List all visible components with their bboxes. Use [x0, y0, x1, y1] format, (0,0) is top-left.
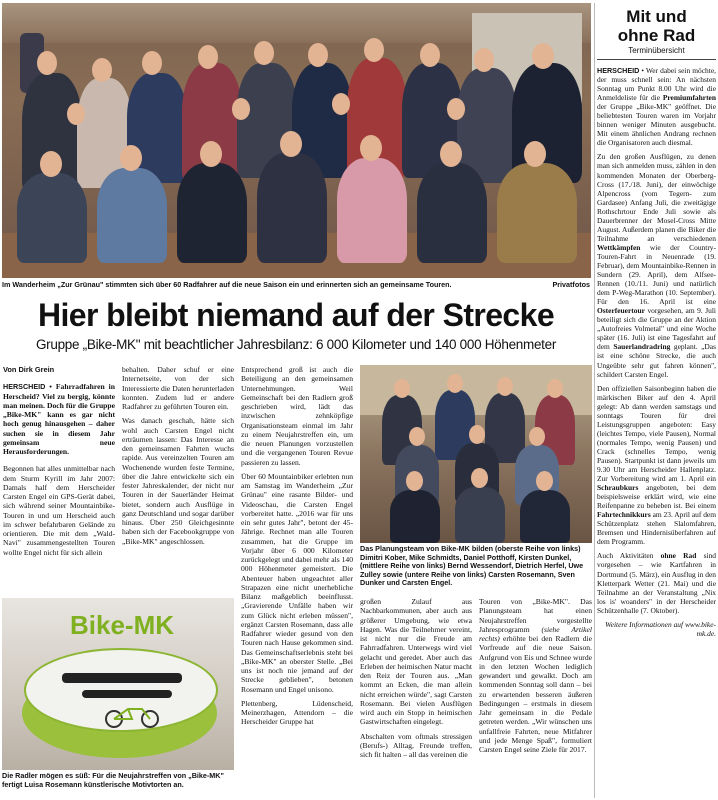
group-photo: [2, 3, 591, 278]
team-photo: [360, 365, 592, 543]
subheadline: Gruppe „Bike-MK" mit beachtlicher Jahresbilanz: 6 000 Kilometer und 140 000 Höhenmeter: [35, 337, 557, 352]
sidebar: [597, 3, 716, 800]
sidebar-body: HERSCHEID • Wer dabei sein möchte, der muss schnell sein: An nächsten Sonntag um Punkt 8.00 Uhr wird die Anmeldeliste für die Premiumfahrten der Gruppe „Bike-MK" geöffnet. Die beliebtesten Touren waren im Vorjahr binnen weniger Minuten ausgebucht. Mit einem ähnlichen Andrang rechnen die Organisatoren auch diesmal. Zu den großen Ausflügen, zu denen man sich anmelden muss, zählen in den kommenden Monaten der Oberberg-Cross (17./18. Juni), der einwöchige Alpencross (vom Tegern- zum Gardasee) Anfang Juli, die zweitägige Rothschrtour Ende Juli sowie als Dauerbrenner der Mosel-Cross Mitte August. Außerdem planen die Biker die Teilnahme an verschiedenen Wettkämpfen wie der Country-Touren-Fahrt in Neuenrade (19. Februar), dem Mountainbike-Rennen in Sundern (29. April), dem Alfsee-Rennen (10./11. Juni) und natürlich dem P-Weg-Marathon (10. September). Für den 16. April ist eine Osterfeuertour vorgesehen, am 9. Juli beteiligt sich die Gruppe an der Aktion „Autofreies Volmetal" und eine Woche später (16. Juli) ist eine Tagesfahrt auf dem Sauerlandradring geplant. „Das ist eine schöne Strecke, die auch Ungeübte sehr gut fahren können", schildert Carsten Engel. Den offiziellen Saisonbeginn haben die märkischen Biker auf den 4. April gelegt: Ab dann werden samstags und sonntags Touren für drei Leistungsgruppen angeboten: Easy (leichtes Tempo, viele Pausen), Normal (normales Tempo, wenig Pausen) und Crack (schnelles Tempo, wenig Pausen). Startpunkt ist dann jeweils um 9.30 Uhr am Herscheider Hallenplatz. Zur Vorbereitung wird am 1. April ein Schraubkurs angeboten, bei dem beispielsweise erklärt wird, wie eine Reifenpanne zu beheben ist. Bei einem Fahrtechnikkurs am 23. April auf dem Schützenplatz stehen Slalomfahren, Bremsen und Hindernisüberfahren auf dem Programm. Auch Aktivitäten ohne Rad sind vorgesehen – wie Kartfahren in Dortmund (5. März), ein Ausflug in den Kletterpark Wetter (21. Mai) und die Teilnahme an der Veranstaltung „Nix los is' woanders" in der Herscheider Schützenhalle (7. Oktober). Weitere Informationen auf www.bike-mk.de.: [597, 66, 717, 638]
article-col-2: behalten. Daher schuf er eine Internetseite, von der sich Interessierte die Daten herunterladen konnten. Zudem lud er andere Radfahrer zu geführten Touren ein. Was danach geschah, hätte sich wohl auch Carsten Engel nicht erträumen lassen: Das Interesse an den gemeinsamen Fahrten wuchs rapide. Aus vereinzelten Touren am Wochenende wurden feste Termine, über die Jahre entwickelte sich ein fester Jahreskalender, der nicht nur Touren in der Sauerländer Heimat bietet, sondern auch Ausflüge in ganz Deutschland und sogar darüber hinaus. Über 250 Gleichgesinnte haben sich der Facebookgruppe von „Bike-MK" angeschlossen.: [122, 365, 234, 546]
article-col-5: Touren von „Bike-MK". Das Planungsteam hat einen Neujahrstreffen vorgestellte Jahresprogramm (siehe Artikel rechts) erhöhte bei den Radlern die Vorfreude auf die neue Saison. Aufgrund von Eis und Schnee wurde in den letzten Wochen lediglich gewandert und gewalkt. Doch am kommenden Sonntag soll dann – bei zu erwartenden besseren äußeren Bedingungen – erstmals in diesem Jahr gemeinsam in die Pedale getreten werden. „Wir wünschen uns unfallfreie Fahrten, neue Mitfahrer und jede Menge Spaß", formuliert Carsten Engel seine Ziele für 2017.: [479, 597, 592, 754]
article-col-4: großen Zulauf aus Nachbarkommunen, aber auch aus größerer Umgebung, wie etwa Hagen. Was die Teilnehmer vereint, ist nicht nur die Freude am Fahrradfahren. Unterwegs wird viel gelacht und geredet. Aber auch das Erleben der heimischen Natur macht den Reiz der Touren aus. „Man kommt an Ecken, die man allein nicht erreichen würde", sagt Carsten Rosemann. Bei vielen Ausflügen wird auch ein Stopp in heimischen Gastwirtschaften eingelegt. Abschalten vom oftmals stressigen (Berufs-) Alltag, Freunde treffen, sich fit halten – all das vereinen die: [360, 597, 472, 759]
sidebar-title: Mit und ohne Rad: [617, 7, 696, 45]
headline: Hier bleibt niemand auf der Strecke: [37, 297, 555, 333]
group-photo-caption-text: Im Wanderheim „Zur Grünau" stimmten sich über 60 Radfahrer auf die neue Saison ein und erinnerten sich an gemeinsame Touren.: [2, 280, 452, 289]
sidebar-place: HERSCHEID: [597, 66, 640, 75]
group-photo-caption: [2, 281, 522, 290]
sidebar-subtitle: Terminübersicht: [597, 46, 716, 60]
sidebar-divider: [594, 3, 595, 798]
cake-photo-caption: Die Radler mögen es süß: Für die Neujahrstreffen von „Bike-MK" fertigt Luisa Rosemann künstlerische Motivtorten an.: [2, 771, 224, 789]
cake-text: Bike-MK: [69, 610, 174, 640]
sidebar-url[interactable]: www.bike-mk.de.: [684, 619, 716, 638]
team-photo-caption: Das Planungsteam von Bike-MK bilden (oberste Reihe von links) Dimitri Kober, Mike Schmidts, Daniel Potthoff, Kirsten Dunkel, (mittlere Reihe von links) Bernd Wessendorf, Dietrich Herfel, Uwe Zulley sowie (untere Reihe von links) Carsten Rosemann, Sven Dunker und Carsten Engel.: [360, 544, 584, 588]
author: Von Dirk Grein: [3, 365, 55, 374]
article-col-3: Entsprechend groß ist auch die Beteiligung an den gemeinsamen Unternehmungen. Weil Gemeinschaft bei den Radlern groß geschrieben wird, lädt das inzwischen zehnköpfige Organisationsteam einmal im Jahr zu einem Neujahrstreffen ein, um die neuen Planungen vorzustellen und die vergangenen Touren Revue passieren zu lassen. Über 60 Mountainbiker erlebten nun am Samstag im Wanderheim „Zur Grünau" eine rasante Bilder- und Videoschau, die Carsten Engel vorbereitet hatte. „2016 war für uns ein sehr gutes Jahr", betont der 45-Jährige. Rechnet man alle Touren zusammen, hat die Gruppe im Vorjahr über 6 000 Kilometer zurückgelegt und dabei mehr als 140 000 Höhenmeter gemeistert. Die Abenteuer haben ungeachtet aller Strapazen eine nicht unerhebliche Bilanz maßgeblich beeinflusst. „Gravierende Unfälle haben wir zum Glück nicht erleben müssen", ergänzt Carsten Rosemann, dass alle Radfahrer wieder gesund von den Touren nach Hause gekommen sind. Das Gemeinschaftserlebnis steht bei „Bike-MK" an oberster Stelle. „Bei uns ist noch nie jemand auf der Strecke geblieben", betonen Rosemann und Engel unisono. Plettenberg, Lüdenscheid, Meinerzhagen, Attendorn – die Herscheider Gruppe hat: [241, 365, 353, 727]
bike-icon: [102, 703, 162, 729]
cake-photo: [2, 598, 234, 770]
photo-credit: Privatfotos: [552, 280, 590, 289]
article-col-1: Von Dirk Grein HERSCHEID • Fahrradfahren in Herscheid? Viel zu bergig, könnte man meinen. Doch für die Gruppe „Bike-MK" kann es gar nicht hoch genug hinausgehen – daher suchen sie in diesem Jahr gemeinsam neue Herausforderungen. Begonnen hat alles unmittelbar nach dem Sturm Kyrill im Jahr 2007: Damals half dem Herscheider Carsten Engel ein GPS-Gerät dabei, sich während seiner Mountainbike-Touren in und um Herscheid auch im schwer befahrbaren Gelände zu orientieren. Die mit dem „Wald-Navi" zusammengestellten Touren wollte Engel nicht für sich allein: [3, 365, 115, 557]
